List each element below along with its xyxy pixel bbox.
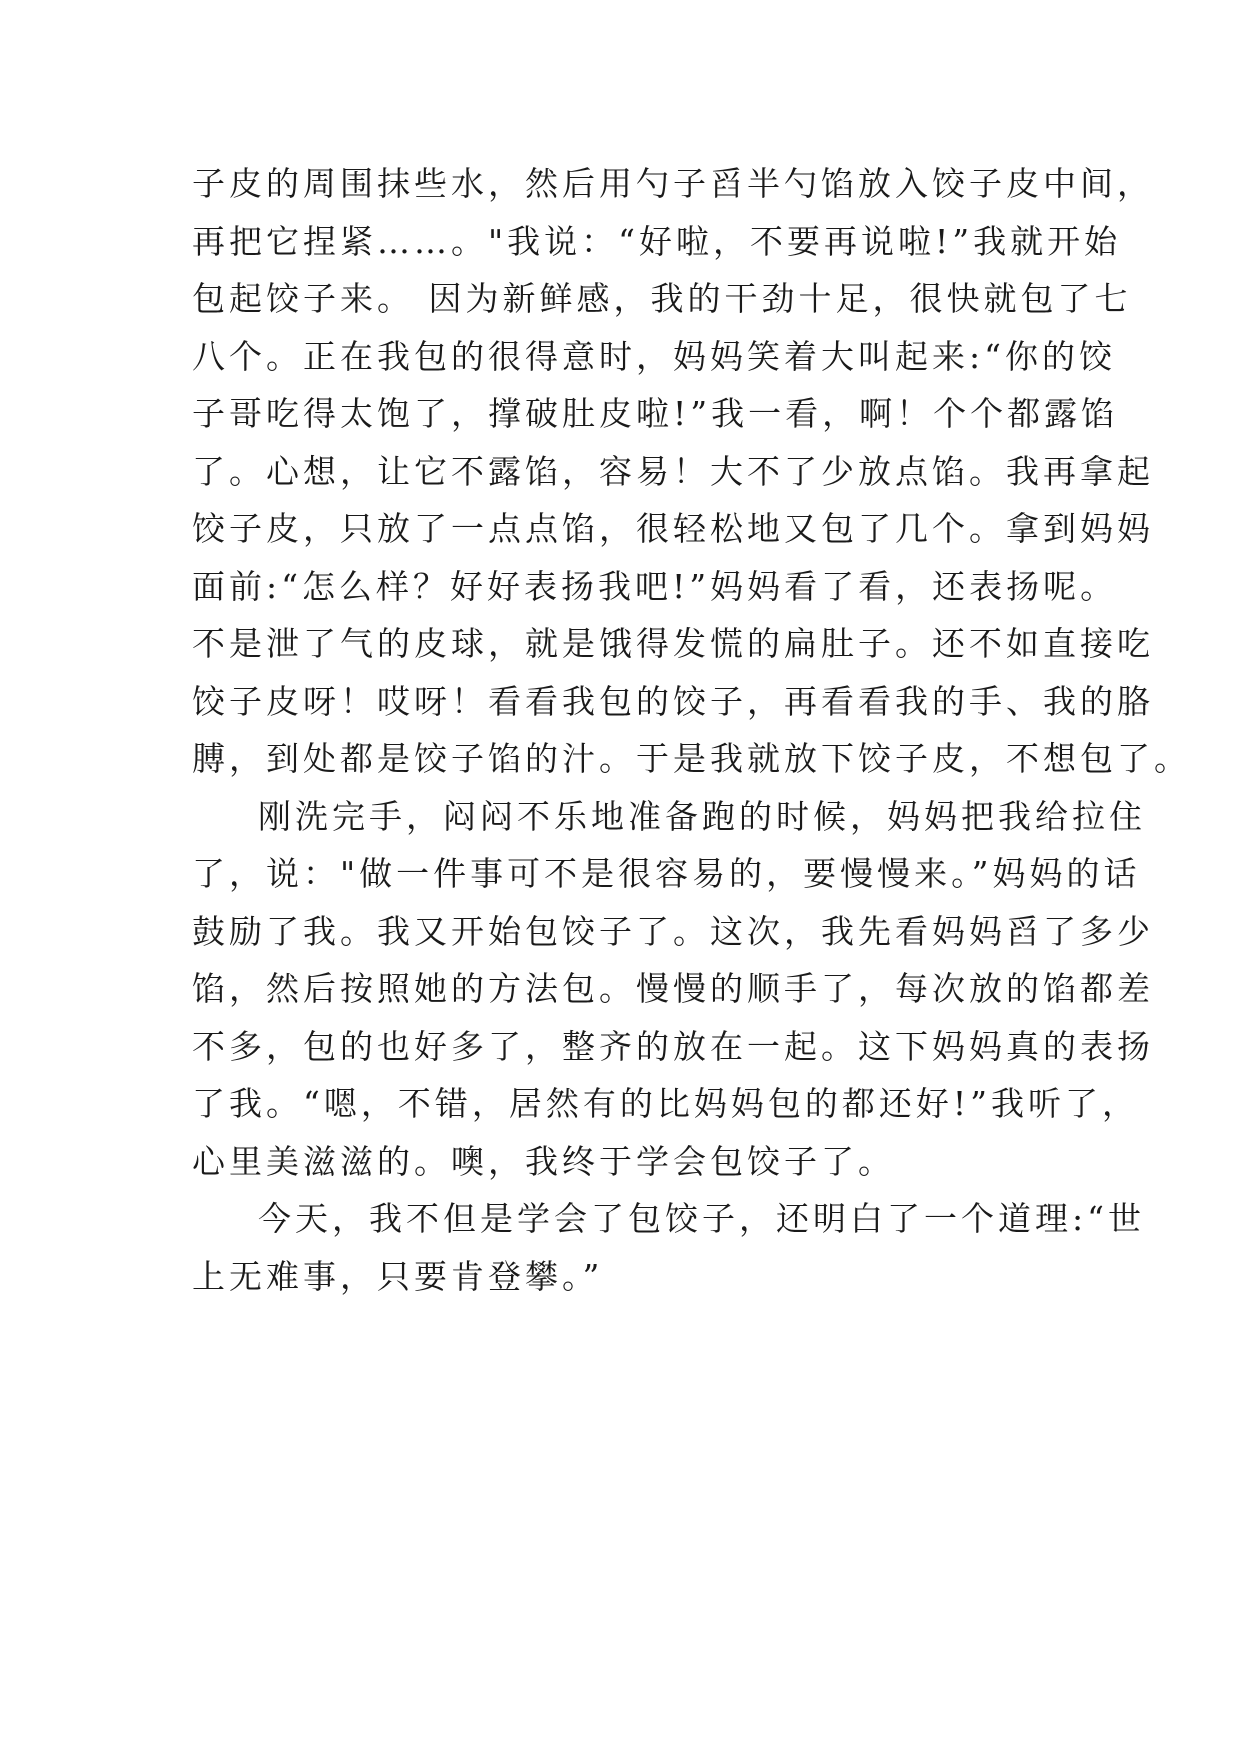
- text-line: 饺子皮呀！哎呀！看看我包的饺子，再看看我的手、我的胳: [192, 681, 1154, 721]
- text-line: 馅，然后按照她的方法包。慢慢的顺手了，每次放的馅都差: [192, 969, 1154, 1008]
- text-line: 包起饺子来。 因为新鲜感，我的干劲十足，很快就包了七: [192, 279, 1132, 318]
- text-line: 了，说："做一件事可不是很容易的，要慢慢来。”妈妈的话: [192, 854, 1141, 893]
- text-line: 不多，包的也好多了，整齐的放在一起。这下妈妈真的表扬: [192, 1026, 1154, 1066]
- text-line: 了。心想，让它不露馅，容易！大不了少放点馅。我再拿起: [192, 451, 1154, 491]
- text-line: 饺子皮，只放了一点点馅，很轻松地又包了几个。拿到妈妈: [192, 509, 1154, 548]
- text-line: 子皮的周围抹些水，然后用勺子舀半勺馅放入饺子皮中间，: [192, 164, 1154, 203]
- text-line: 了我。“嗯，不错，居然有的比妈妈包的都还好!”我听了，: [192, 1084, 1140, 1123]
- text-line: 心里美滋滋的。噢，我终于学会包饺子了。: [192, 1141, 895, 1181]
- text-line: 鼓励了我。我又开始包饺子了。这次，我先看妈妈舀了多少: [192, 911, 1154, 951]
- text-line: 上无难事，只要肯登攀。”: [192, 1256, 604, 1296]
- text-line: 八个。正在我包的很得意时，妈妈笑着大叫起来:“你的饺: [192, 336, 1116, 376]
- paragraph-start-line: 刚洗完手，闷闷不乐地准备跑的时候，妈妈把我给拉住: [258, 796, 1146, 836]
- text-line: 再把它捏紧……。"我说：“好啦，不要再说啦!”我就开始: [192, 221, 1122, 261]
- text-line: 面前:“怎么样？好好表扬我吧!”妈妈看了看，还表扬呢。: [192, 566, 1118, 606]
- essay-body: [192, 155, 1191, 1305]
- text-line: 不是泄了气的皮球，就是饿得发慌的扁肚子。还不如直接吃: [192, 624, 1154, 663]
- paragraph-start-line: 今天，我不但是学会了包饺子，还明白了一个道理:“世: [258, 1199, 1145, 1238]
- text-line: 膊，到处都是饺子馅的汁。于是我就放下饺子皮，不想包了。: [192, 739, 1191, 778]
- text-line: 子哥吃得太饱了，撑破肚皮啦!”我一看，啊！个个都露馅: [192, 394, 1119, 433]
